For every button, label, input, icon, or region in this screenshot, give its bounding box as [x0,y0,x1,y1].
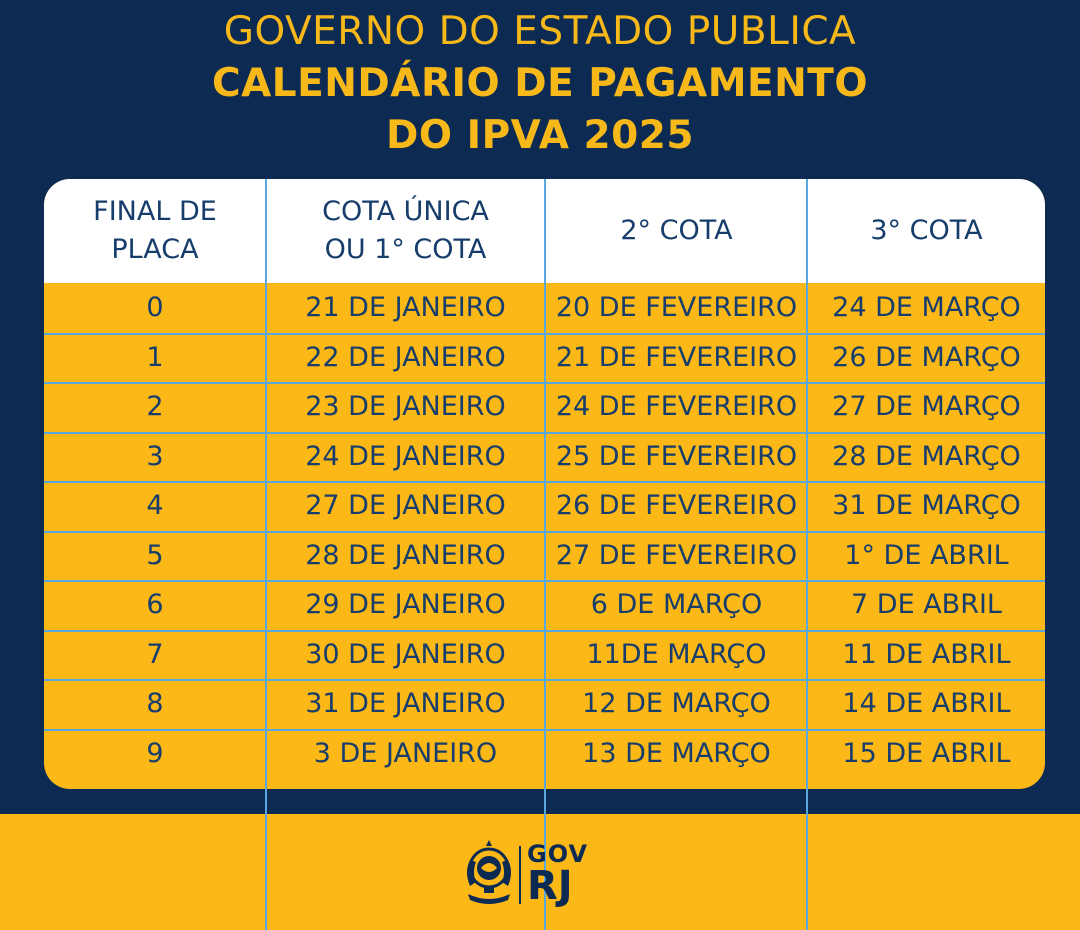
cell-cota-2: 21 DE FEVEREIRO [555,341,798,373]
cell-cota-1: 23 DE JANEIRO [305,391,506,422]
cell-cota-2: 20 DE FEVEREIRO [555,292,798,323]
header-2-cota: 2° COTA [620,215,733,246]
cell-cota-2: 13 DE MARÇO [582,737,771,769]
cell-cota-3: 28 DE MARÇO [832,440,1021,472]
title-line-1: GOVERNO DO ESTADO PUBLICA [223,9,857,54]
cell-cota-3: 14 DE ABRIL [842,688,1011,719]
cell-cota-1: 28 DE JANEIRO [305,539,506,571]
cell-cota-1: 29 DE JANEIRO [305,589,506,620]
cell-final-placa: 6 [146,589,164,620]
cell-cota-3: 24 DE MARÇO [832,292,1021,323]
cell-cota-1: 22 DE JANEIRO [305,341,506,373]
header-3-cota: 3° COTA [870,215,983,246]
title-block [0,6,1080,162]
logo-divider [519,846,521,904]
cell-final-placa: 2 [146,391,164,422]
cell-cota-1: 31 DE JANEIRO [305,688,506,719]
title-line-2: CALENDÁRIO DE PAGAMENTO [211,61,869,106]
cell-cota-3: 26 DE MARÇO [832,341,1021,373]
cell-final-placa: 7 [146,638,164,670]
cell-cota-2: 26 DE FEVEREIRO [555,490,798,521]
cell-cota-1: 30 DE JANEIRO [305,638,506,670]
cell-cota-1: 21 DE JANEIRO [305,292,506,323]
cell-cota-1: 27 DE JANEIRO [305,490,506,521]
cell-cota-3: 31 DE MARÇO [832,490,1021,521]
cell-final-placa: 8 [146,688,164,719]
header-final-de-placa: FINAL DE PLACA [93,196,217,265]
cell-final-placa: 1 [146,341,164,373]
cell-cota-3: 27 DE MARÇO [832,391,1021,422]
logo-rj-text: RJ [527,863,573,909]
cell-cota-3: 15 DE ABRIL [842,737,1011,769]
title-line-3: DO IPVA 2025 [385,113,695,158]
cell-cota-2: 27 DE FEVEREIRO [555,539,798,571]
cell-cota-2: 12 DE MARÇO [582,688,771,719]
cell-cota-3: 11 DE ABRIL [842,638,1011,670]
cell-cota-1: 24 DE JANEIRO [305,440,506,472]
cell-final-placa: 5 [146,539,164,571]
cell-final-placa: 0 [146,292,164,323]
cell-cota-3: 7 DE ABRIL [851,589,1002,620]
cell-final-placa: 3 [146,440,164,472]
cell-cota-3: 1° DE ABRIL [844,539,1009,571]
cell-cota-2: 24 DE FEVEREIRO [555,391,798,422]
cell-cota-2: 11DE MARÇO [586,638,767,670]
column-divider [544,179,546,930]
cell-cota-1: 3 DE JANEIRO [313,737,498,769]
logo-gov-text: GOV [527,840,589,868]
cell-final-placa: 9 [146,737,164,769]
cell-final-placa: 4 [146,490,164,521]
column-divider [806,179,808,930]
header-cota-unica: COTA ÚNICA OU 1° COTA [322,196,489,265]
state-coat-of-arms-icon [462,838,516,912]
cell-cota-2: 6 DE MARÇO [590,589,763,620]
column-divider [265,179,267,930]
cell-cota-2: 25 DE FEVEREIRO [555,440,798,472]
